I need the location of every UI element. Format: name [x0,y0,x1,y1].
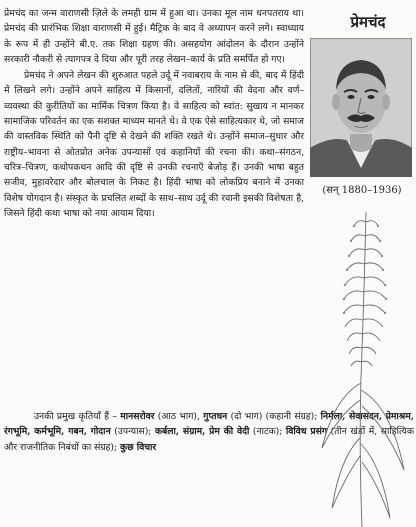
work-guptdhan-note: (दो भाग) (कहानी संग्रह); [227,411,321,422]
work-mansarovar-note: (आठ भाग), [154,411,204,422]
author-portrait-image [310,38,412,177]
work-vividh-prasang: विविध प्रसंग [285,426,327,438]
author-sidebar [304,0,416,527]
work-novels-note: (उपन्यास); [110,426,155,438]
biography-paragraph-2: प्रेमचंद ने अपने लेखन की शुरुआत पहले उर्दू में नवाबराय के नाम से की, बाद में हिंदी में लिखने लगे। उन्होंने अपने साहित्य में किसानों, दलितों, नारियों की वेदना और वर्ण–व्यवस्था की कुरीतियों का मार्मिक चित्रण किया है। वे साहित्य को स्वांत: सुखाय न मानकर सामाजिक परिवर्तन का एक सशक्त माध्यम मानते थे। वे एक ऐसे साहित्यकार थे, जो समाज की वास्तविक स्थिति को पैनी दृष्टि से देखने की शक्ति रखते थे। उन्होंने समाज–सुधार और राष्ट्रीय–भावना से ओतप्रोत अनेक उपन्यासों एवं कहानियों की रचना की। कथा–संगठन, चरित्र–चित्रण, कथोपकथन आदि की दृष्टि से उनकी रचनाएँ बेजोड़ हैं। उनकी भाषा बहुत सजीव, मुहावरेदार और बोलचाल के निकट है। हिंदी भाषा को लोकप्रिय बनाने में उनका विशेष योगदान है। संस्कृत के प्रचलित शब्दों के साथ–साथ उर्दू की रवानी इसकी विशेषता है, जिसने हिंदी कथा भाषा को नया आयाम दिया। [4,70,304,219]
work-plays-note: (नाटक); [249,426,286,438]
work-mansarovar: मानसरोवर [120,411,155,422]
plant-illustration [304,208,416,527]
works-intro: उनकी प्रमुख कृतियाँ हैं – [34,411,121,422]
work-kuch-vichar: कुछ विचार [120,441,157,453]
author-name-heading: प्रेमचंद [350,13,386,31]
author-years-caption: (सन् 1880–1936) [322,185,402,196]
work-plays: कर्बला, संग्राम, प्रेम की वेदी [154,426,250,438]
work-guptdhan: गुप्तधन [203,411,228,422]
biography-paragraph-1: प्रेमचंद का जन्म वाराणसी ज़िले के लमही ग्राम में हुआ था। उनका मूल नाम धनपतराय था। प्रेमचंद की प्रारंभिक शिक्षा वाराणसी में हुई। मैट्रिक के बाद वे अध्यापन करने लगे। स्वाध्याय के रूप में ही उन्होंने बी.ए. तक शिक्षा ग्रहण की। असहयोग आंदोलन के दौरान उन्होंने सरकारी नौकरी से त्यागपत्र दे दिया और पूरी तरह लेखन–कार्य के प्रति समर्पित हो गए। [4,8,304,65]
biography-text-column [4,6,304,221]
work-novels: निर्मला, सेवासदन, प्रेमाश्रम, रंगभूमि, कर्मभूमि, गबन, गोदान [4,411,415,438]
work-vividh-note: (तीन खंडों में, साहित्यिक और राजनीतिक निबंधों का संग्रह); [4,426,415,453]
